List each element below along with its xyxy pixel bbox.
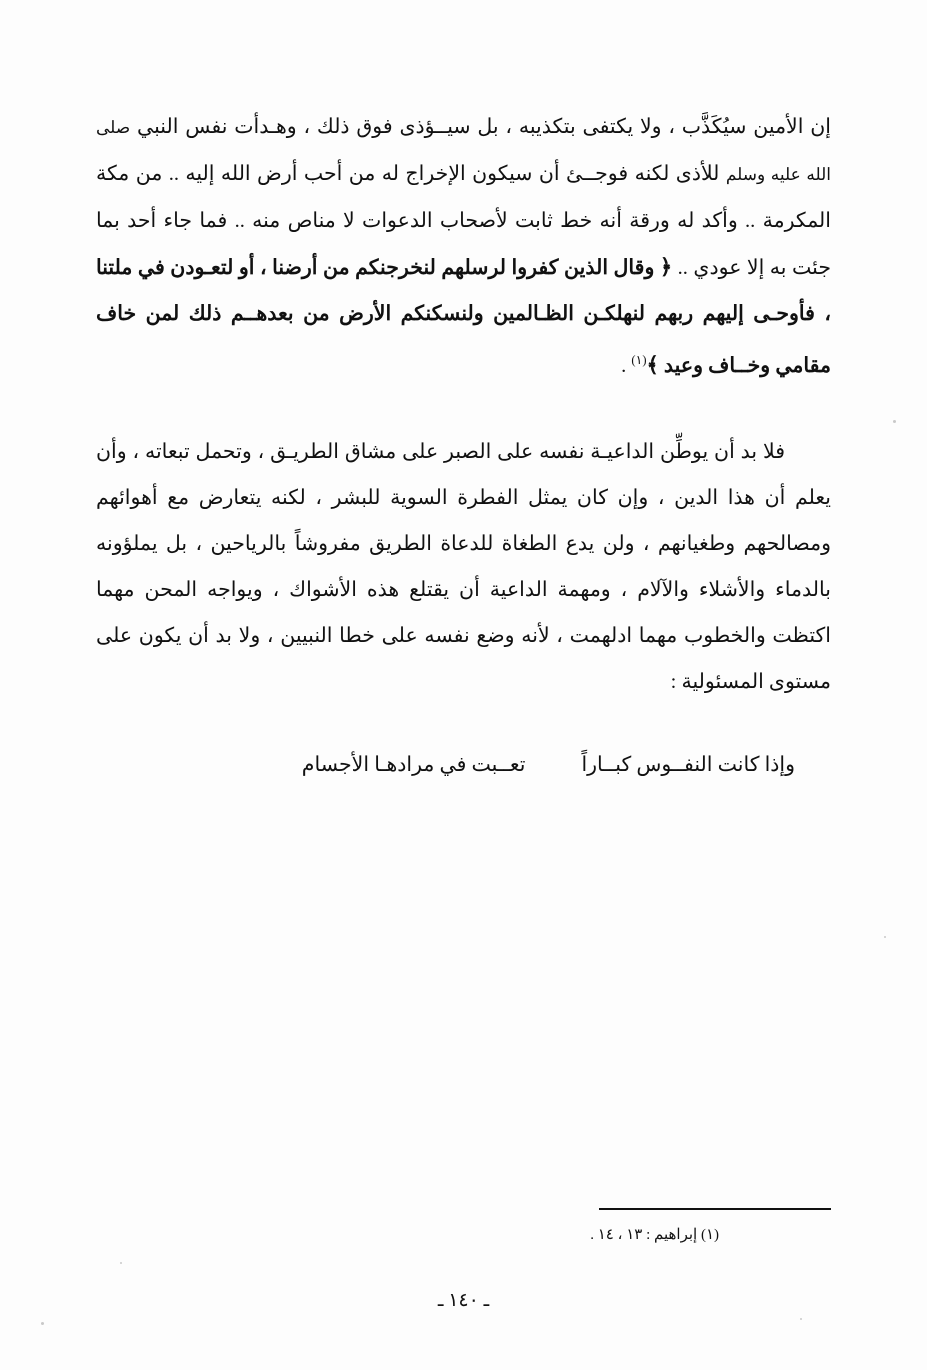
scan-speck [893,420,896,423]
paragraph-2-text: فلا بد أن يوطِّن الداعيـة نفسه على الصبر على مشاق الطريـق ، وتحمل تبعاته ، وأن يعلم أن هذا الدين ، وإن كان يمثل الفطرة السوية للبشر ، لكنه يتعارض مع أهوائهم ومصالحهم وطغيانهم ، ولن يدع الطغاة للدعاة الطريق مفروشاً بالرياحين ، بل يملؤونه بالدماء والأشلاء والآلام ، ومهمة الداعية أن يقتلع هذه الأشواك ، ويواجه المحن مهما اكتظت والخطوب مهما ادلهمت ، لأنه وضع نفسه على خطا النبيين ، ولا بد أن يكون على مستوى المسئولية : [96,440,831,693]
page-content [96,104,831,787]
paragraph-1-run-text-a: إن الأمين سيُكَذَّب ، ولا يكتفى بتكذيبه ، بل سيــؤذى فوق ذلك ، وهـدأت نفس النبي [130,116,831,138]
verse-hemistich-left: تعــبت في مرادهـا الأجسام [301,753,526,776]
footnote-area [96,1208,831,1248]
paragraph-1-run-text-b: للأذى لكنه فوجــئ أن سيكون الإخراج له من أحب أرض الله إليه .. من مكة المكرمة .. وأكد له ورقة أنه خط ثابت لأصحاب الدعوات لا مناص منه .. فما جاء أحد بما جئت به إلا عودي .. [96,163,831,279]
footnote-reference-1[interactable]: (١) [631,353,647,367]
scan-speck [800,1318,802,1320]
verse-hemistich-right: وإذا كانت النفــوس كبــاراً [581,753,795,776]
page-number: ـ ١٤٠ ـ [437,1290,490,1311]
scan-speck [884,936,886,938]
footnote-separator-rule [599,1208,831,1210]
quran-brace-open: ﴿ [659,255,673,279]
poetry-verse [96,743,831,787]
paragraph-2 [96,429,831,705]
footnote-separator-wrap [96,1208,831,1210]
quran-brace-close: ﴾ [646,352,659,377]
paragraph-1-run-text-c: . [621,354,632,377]
quran-quotation: وقال الذين كفروا لرسلهم لنخرجنكم من أرضنا ، أو لتعـودن في ملتنا ، فأوحـى إليهم ربهم لنهلكـن الظـالمين ولنسكنكم الأرض من بعدهــم ذلك لمن خاف مقامي وخــاف وعيد [96,257,831,377]
footnote-entry [96,1222,831,1248]
sallallahu-alayhi-wasallam-glyph: صلى الله عليه وسلم [96,118,831,184]
paragraph-1 [96,104,831,389]
footnote-marker: (١) [700,1227,719,1243]
scan-speck [120,1262,122,1264]
footnote-citation: إبراهيم : ١٣ ، ١٤ . [590,1227,698,1243]
scan-speck [41,1322,44,1325]
